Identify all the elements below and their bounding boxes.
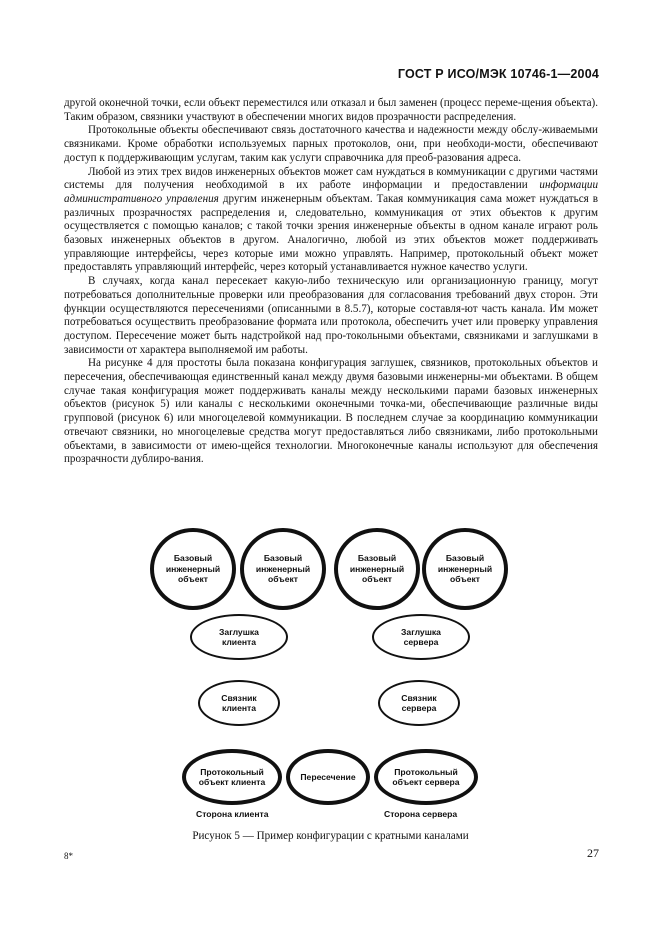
client-side-label: Сторона клиента (196, 809, 269, 819)
client-stub-label: Заглушка клиента (219, 626, 259, 647)
paragraph-5: На рисунке 4 для простоты была показана конфигурация заглушек, связников, протокольных объектов и пересечения, обеспечивающая единственный канал между двумя базовыми инженерны-ми объектами. В общем случае такая конфигурация может поддерживать каналы между несколькими парами базовых инженерных объектов (рисунок 5) или каналы с несколькими оконечными точка-ми, обеспечивающие различные виды групповой (рисунок 6) или многоцелевой коммуникации. В последнем случае за координацию коммуникации отвечают связники, но многоцелевые средства могут предоставляться либо связниками, либо протокольными объектами, в зависимости от имею-щейся технологии. Многоконечные каналы используют для обеспечения прозрачности дублиро-вания. (64, 357, 598, 466)
paragraph-1: другой оконечной точки, если объект переместился или отказал и был заменен (процесс переме-щения объекта). Таким образом, связники участвуют в обеспечении многих видов прозрачности распределения. (64, 97, 598, 123)
base-object-1 (150, 528, 236, 610)
base-object-3 (334, 528, 420, 610)
interceptor-label: Пересечение (300, 771, 356, 782)
base-object-2-label: Базовый инженерный объект (255, 553, 311, 585)
paragraph-3-end: другим инженерным объектам. Такая коммуникация сама может нуждаться в различных прозрачностях распределения и, следовательно, коммуникация от этих объектов к другим осуществляется с помощью каналов; с такой точки зрения инженерные объекты в одном канале играют роль базовых инженерных объектов в другом. Аналогично, любой из этих объектов может поддерживать управляющие интерфейсы, через которые ими можно управлять. Например, протокольный объект может предоставлять управляющий интерфейс, через который устанавливается нужное качество услуги. (64, 192, 598, 274)
paragraph-3-start: Любой из этих трех видов инженерных объектов может сам нуждаться в коммуникации с другими частями системы для получения необходимой в их работе информации и предоставлении (64, 165, 598, 192)
paragraph-2: Протокольные объекты обеспечивают связь достаточного качества и надежности между обслу-живаемыми связниками. Кроме обработки используемых парных протоколов, они, при необходи-мости, обеспечивают доступ к поддерживающим услугам, таким как услуги справочника для преоб-разования адреса. (64, 124, 598, 164)
page-number: 27 (587, 846, 599, 860)
figure-caption: Рисунок 5 — Пример конфигурации с кратными каналами (192, 830, 469, 842)
client-protocol-object (182, 749, 282, 805)
client-binder (198, 680, 280, 726)
client-protocol-object-label: Протокольный объект клиента (198, 766, 266, 787)
server-side-label: Сторона сервера (384, 809, 458, 819)
paragraph-3-italic-term: информации административного управления (64, 179, 598, 205)
server-binder (378, 680, 460, 726)
body-text (64, 97, 598, 467)
interceptor (286, 749, 370, 805)
document-header: ГОСТ Р ИСО/МЭК 10746-1—2004 (397, 67, 599, 81)
base-object-1-label: Базовый инженерный объект (165, 553, 221, 585)
base-object-4-label: Базовый инженерный объект (437, 553, 493, 585)
paragraph-4: В случаях, когда канал пересекает какую-либо техническую или организационную границу, могут потребоваться дополнительные проверки или преобразования для согласования требований двух сторон. Эти функции осуществляются пересечениями (описанными в 8.5.7), которые составля-ют часть канала. Им может потребоваться осуществить преобразование формата или протокола, обеспечить учет или проверку управления доступом. Пересечение может быть надстройкой над про-токольными объектами, связниками и заглушками в зависимости от характера выполняемой им работы. (64, 275, 598, 356)
paragraph-3 (64, 166, 598, 276)
server-stub-label: Заглушка сервера (401, 626, 441, 647)
base-object-4 (422, 528, 508, 610)
server-binder-label: Связник сервера (401, 692, 437, 713)
server-protocol-object-label: Протокольный объект сервера (392, 766, 460, 787)
server-protocol-object (374, 749, 478, 805)
base-object-3-label: Базовый инженерный объект (349, 553, 405, 585)
base-object-2 (240, 528, 326, 610)
server-stub (372, 614, 470, 660)
footnote-mark: 8* (64, 851, 73, 861)
client-binder-label: Связник клиента (221, 692, 257, 713)
client-stub (190, 614, 288, 660)
